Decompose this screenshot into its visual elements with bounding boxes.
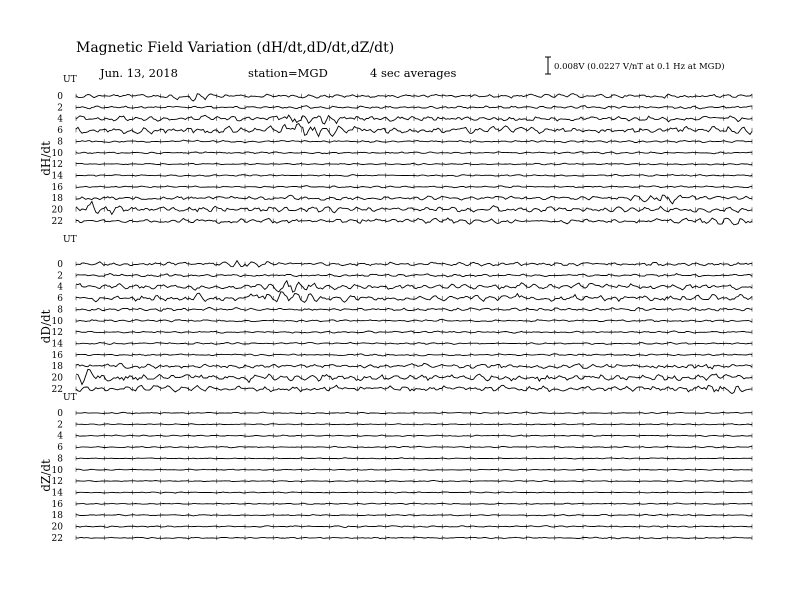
hour-label: 12 [51, 328, 63, 339]
hour-label: 0 [57, 409, 63, 419]
hour-label: 8 [57, 137, 63, 148]
panel-ylabel: dD/dt [39, 309, 53, 344]
hour-label: 22 [51, 384, 63, 395]
chart-station: station=MGD [248, 66, 328, 80]
hour-label: 4 [57, 431, 63, 442]
hour-label: 20 [51, 205, 63, 216]
panel-1 [39, 235, 752, 395]
hour-label: 8 [57, 454, 63, 465]
hour-label: 22 [51, 533, 63, 544]
panel-2 [39, 393, 752, 544]
hour-label: 12 [51, 477, 63, 488]
scale-bar [545, 57, 725, 74]
hour-label: 16 [51, 182, 63, 193]
ut-label: UT [63, 75, 77, 85]
hour-label: 18 [51, 511, 63, 522]
hour-label: 14 [51, 488, 63, 499]
hour-label: 0 [57, 260, 63, 270]
hour-label: 20 [51, 373, 63, 384]
hour-label: 10 [51, 465, 63, 476]
hour-label: 4 [57, 282, 63, 293]
panel-ylabel: dZ/dt [39, 459, 53, 492]
hour-label: 2 [57, 103, 63, 114]
hour-label: 10 [51, 148, 63, 159]
hour-label: 6 [57, 443, 63, 454]
hour-label: 12 [51, 160, 63, 171]
hour-label: 2 [57, 420, 63, 431]
hour-label: 14 [51, 171, 63, 182]
ut-label: UT [63, 393, 77, 403]
scale-bar-label: 0.008V (0.0227 V/nT at 0.1 Hz at MGD) [554, 62, 725, 72]
hour-label: 18 [51, 194, 63, 205]
hour-label: 10 [51, 316, 63, 327]
chart-date: Jun. 13, 2018 [100, 66, 178, 80]
ut-label: UT [63, 235, 77, 245]
chart-averaging: 4 sec averages [370, 66, 457, 80]
panel-0 [39, 75, 752, 227]
hour-label: 16 [51, 350, 63, 361]
hour-label: 16 [51, 499, 63, 510]
hour-label: 14 [51, 339, 63, 350]
hour-label: 0 [57, 92, 63, 102]
hour-label: 22 [51, 216, 63, 227]
hour-label: 2 [57, 271, 63, 282]
hour-label: 6 [57, 126, 63, 137]
trace-line [76, 424, 752, 425]
panels [39, 75, 752, 544]
hour-label: 20 [51, 522, 63, 533]
hour-label: 6 [57, 294, 63, 305]
hour-label: 18 [51, 362, 63, 373]
hour-label: 4 [57, 114, 63, 125]
panel-ylabel: dH/dt [39, 141, 53, 176]
trace-ticks [76, 502, 752, 506]
chart-title: Magnetic Field Variation (dH/dt,dD/dt,dZ/dt) [76, 40, 395, 56]
hour-label: 8 [57, 305, 63, 316]
